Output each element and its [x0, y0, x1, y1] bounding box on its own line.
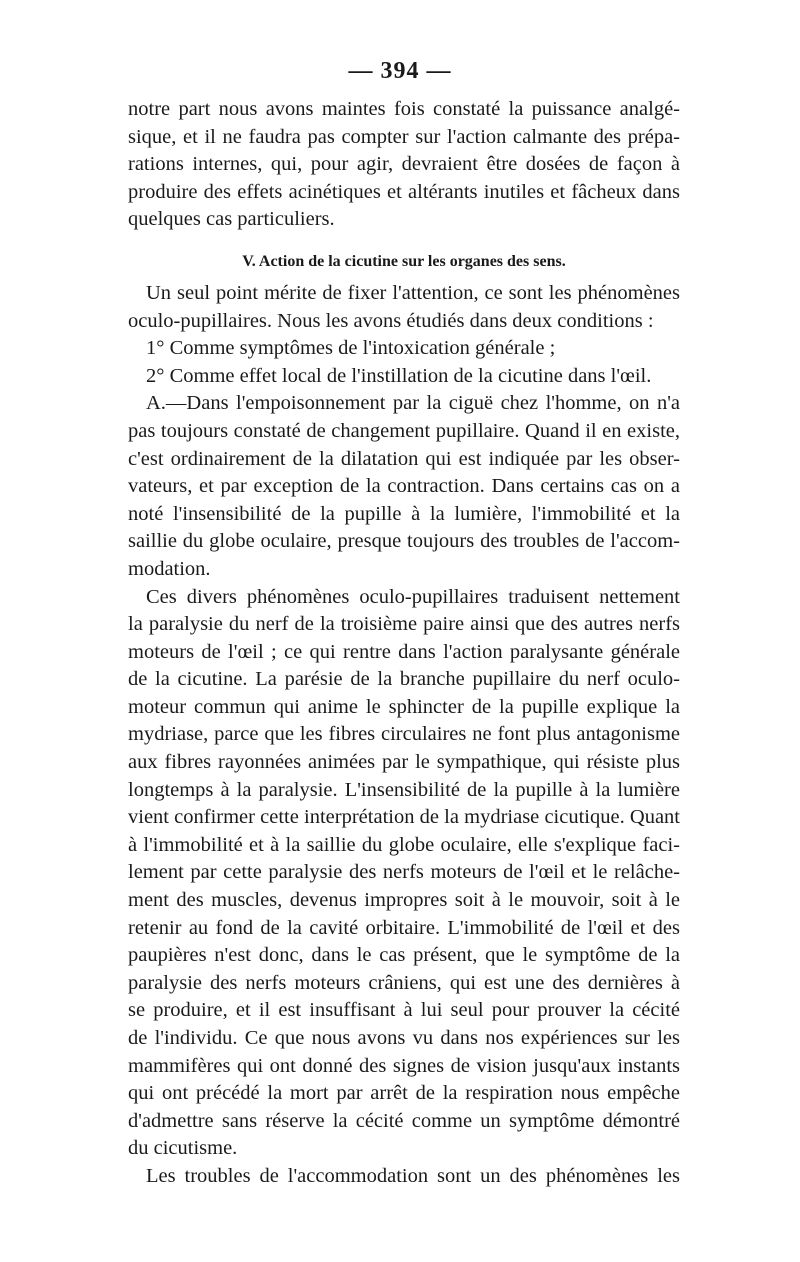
text-line: ment des muscles, devenus impropres soit à le mouvoir, soit à le: [128, 889, 680, 912]
paragraph: [128, 390, 680, 583]
text-line: la paralysie du nerf de la troisième paire ainsi que des autres nerfs: [128, 613, 680, 636]
text-line: lement par cette paralysie des nerfs moteurs de l'œil et le relâche-: [128, 861, 680, 884]
paragraph: [128, 1163, 680, 1191]
text-line: A.—Dans l'empoisonnement par la ciguë chez l'homme, on n'a: [146, 392, 680, 415]
text-line: se produire, et il est insuffisant à lui seul pour prouver la cécité: [128, 999, 680, 1022]
text-line: d'admettre sans réserve la cécité comme un symptôme démontré: [128, 1109, 680, 1132]
condition-list: [128, 335, 680, 390]
page-number: — 394 —: [348, 58, 452, 84]
text-line: Les troubles de l'accommodation sont un des phénomènes les: [146, 1164, 680, 1187]
text-line: Ces divers phénomènes oculo-pupillaires traduisent nettement: [146, 585, 680, 608]
text-line: du cicutisme.: [128, 1137, 238, 1160]
text-line: qui ont précédé la mort par arrêt de la respiration nous empêche: [128, 1082, 680, 1105]
text-line: Un seul point mérite de fixer l'attention, ce sont les phénomènes: [146, 281, 680, 304]
text-line: de l'individu. Ce que nous avons vu dans nos expériences sur les: [128, 1027, 680, 1049]
text-line: moteurs de l'œil ; ce qui rentre dans l'action paralysante générale: [128, 640, 680, 663]
text-line: de la cicutine. La parésie de la branche pupillaire du nerf oculo-: [128, 668, 680, 691]
text-line: à l'immobilité et à la saillie du globe oculaire, elle s'explique faci-: [128, 833, 680, 856]
section-heading: V. Action de la cicutine sur les organes des sens.: [242, 252, 566, 270]
page-body: [128, 96, 680, 1191]
text-line: quelques cas particuliers.: [128, 208, 335, 231]
list-item: 2° Comme effet local de l'instillation de la cicutine dans l'œil.: [146, 364, 652, 387]
text-line: c'est ordinairement de la dilatation qui est indiquée par les obser-: [128, 447, 680, 470]
text-line: produire des effets acinétiques et altérants inutiles et fâcheux dans: [128, 180, 680, 203]
text-line: sique, et il ne faudra pas compter sur l'action calmante des prépa-: [128, 125, 680, 148]
text-line: paralysie des nerfs moteurs crâniens, qui est une des dernières à: [128, 971, 680, 994]
text-line: pas toujours constaté de changement pupillaire. Quand il en existe,: [128, 419, 680, 442]
text-line: noté l'insensibilité de la pupille à la lumière, l'immobilité et la: [128, 502, 680, 525]
text-line: paupières n'est donc, dans le cas présent, que le symptôme de la: [128, 944, 680, 967]
text-line: mydriase, parce que les fibres circulaires ne font plus antagonisme: [128, 723, 680, 746]
text-line: saillie du globe oculaire, presque toujours des troubles de l'accom-: [128, 530, 680, 553]
text-line: vient confirmer cette interprétation de la mydriase cicutique. Quant: [128, 806, 680, 829]
text-line: modation.: [128, 557, 211, 580]
text-line: rations internes, qui, pour agir, devraient être dosées de façon à: [128, 153, 680, 176]
text-line: aux fibres rayonnées animées par le sympathique, qui résiste plus: [128, 751, 680, 774]
text-line: notre part nous avons maintes fois constaté la puissance analgé-: [128, 98, 680, 120]
text-line: mammifères qui ont donné des signes de vision jusqu'aux instants: [128, 1054, 680, 1077]
paragraph: [128, 96, 680, 234]
paragraph: [128, 280, 680, 335]
text-line: longtemps à la paralysie. L'insensibilité de la pupille à la lumière: [128, 778, 680, 801]
text-line: retenir au fond de la cavité orbitaire. L'immobilité de l'œil et des: [128, 916, 680, 939]
text-line: vateurs, et par exception de la contraction. Dans certains cas on a: [128, 475, 680, 498]
paragraph: [128, 584, 680, 1163]
text-line: oculo-pupillaires. Nous les avons étudiés dans deux conditions :: [128, 309, 654, 332]
list-item: 1° Comme symptômes de l'intoxication générale ;: [146, 337, 556, 360]
text-line: moteur commun qui anime le sphincter de la pupille explique la: [128, 695, 680, 718]
